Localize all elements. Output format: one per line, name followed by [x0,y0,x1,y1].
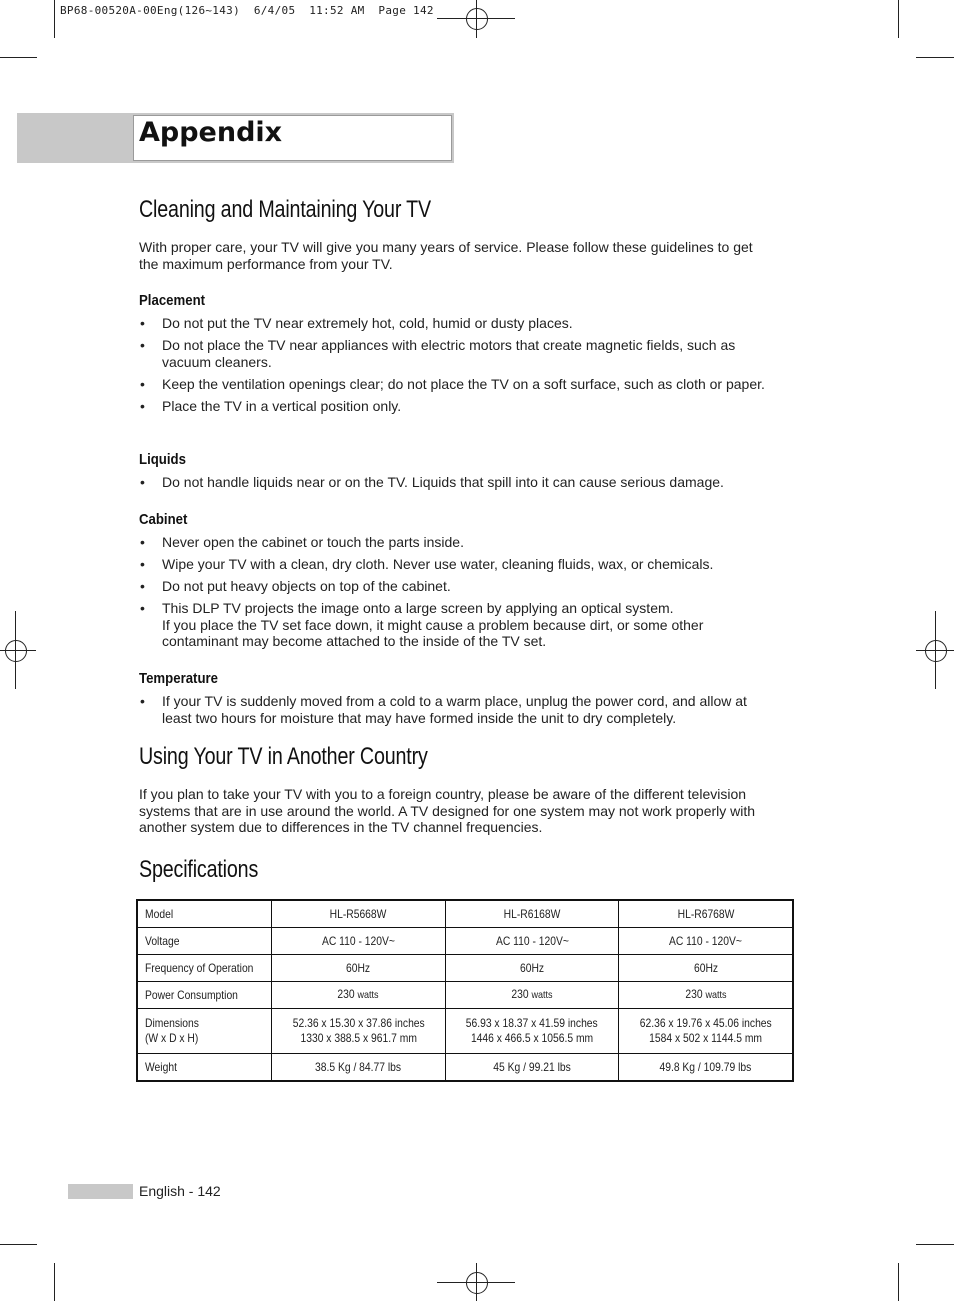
row-label: Voltage [137,928,272,955]
list-item: • Place the TV in a vertical position only. [140,397,402,414]
table-row [137,900,793,928]
crop-mark [898,1263,899,1301]
section-heading-cleaning: Cleaning and Maintaining Your TV [139,196,431,223]
table-cell: 230 watts [272,982,446,1009]
table-cell: 49.8 Kg / 109.79 lbs [619,1054,793,1082]
list-item: • Do not place the TV near appliances with electric motors that create magnetic fields, such as vacuum cleaners. [140,337,736,370]
table-cell: 60Hz [619,955,793,982]
footer-bar [68,1184,133,1199]
page-number: English - 142 [139,1183,221,1199]
row-label: Frequency of Operation [137,955,272,982]
subheading-liquids: Liquids [139,451,186,468]
table-row [137,1054,793,1082]
section-heading-another-country: Using Your TV in Another Country [139,743,428,770]
placement-list [139,315,779,420]
crop-mark [916,1244,954,1245]
row-label: Weight [137,1054,272,1082]
table-cell: 56.93 x 18.37 x 41.59 inches 1446 x 466.5 x 1056.5 mm [445,1009,619,1054]
table-cell: 60Hz [272,955,446,982]
table-cell: AC 110 - 120V~ [445,928,619,955]
list-item: • Do not put heavy objects on top of the cabinet. [140,578,451,594]
row-label: Power Consumption [137,982,272,1009]
crop-mark [0,1244,37,1245]
crop-mark [916,57,954,58]
table-cell: AC 110 - 120V~ [272,928,446,955]
another-country-text: If you plan to take your TV with you to a foreign country, please be aware of the different television systems that are in use around the world. A TV designed for one system may not work properly with another system due to differences in the TV channel frequencies. [139,786,756,835]
crop-mark [898,0,899,38]
table-cell: 38.5 Kg / 84.77 lbs [272,1054,446,1082]
liquids-list [139,474,779,496]
registration-mark-right [916,611,954,689]
section-heading-specifications: Specifications [139,856,259,883]
registration-mark-top [437,0,515,38]
list-item: • Keep the ventilation openings clear; do not place the TV on a soft surface, such as cloth or paper. [140,375,765,392]
list-item: • Wipe your TV with a clean, dry cloth. Never use water, cleaning fluids, wax, or chemicals. [140,556,714,572]
print-slug: BP68-00520A-00Eng(126~143) 6/4/05 11:52 AM Page 142 [60,4,434,17]
table-row [137,955,793,982]
registration-mark-left [0,611,36,689]
temperature-list [139,693,779,732]
subheading-placement: Placement [139,292,206,309]
crop-mark [0,57,37,58]
cleaning-intro: With proper care, your TV will give you many years of service. Please follow these guidelines to get the maximum performance from your TV. [139,239,753,272]
table-cell: 230 watts [619,982,793,1009]
page-title: Appendix [139,117,283,148]
table-row [137,928,793,955]
specifications-table [136,899,794,1082]
crop-mark [54,1263,55,1301]
subheading-temperature: Temperature [139,670,218,687]
cabinet-list [139,534,779,655]
list-item: • Never open the cabinet or touch the parts inside. [140,534,464,550]
table-cell: HL-R5668W [272,900,446,928]
table-cell: 60Hz [445,955,619,982]
table-row [137,982,793,1009]
row-label: Model [137,900,272,928]
table-cell: HL-R6768W [619,900,793,928]
crop-mark [54,0,55,38]
list-item: • If your TV is suddenly moved from a cold to a warm place, unplug the power cord, and allow at least two hours for moisture that may have formed inside the unit to dry completely. [140,693,747,726]
list-item: • Do not put the TV near extremely hot, cold, humid or dusty places. [140,315,573,331]
row-label: Dimensions (W x D x H) [137,1009,272,1054]
table-cell: 52.36 x 15.30 x 37.86 inches 1330 x 388.5 x 961.7 mm [272,1009,446,1054]
subheading-cabinet: Cabinet [139,511,188,528]
table-cell: 45 Kg / 99.21 lbs [445,1054,619,1082]
registration-mark-bottom [437,1263,515,1301]
list-item: • This DLP TV projects the image onto a large screen by applying an optical system. If you place the TV set face down, it might cause a problem because dirt, or some other contaminant may become attached to the inside of the TV set. [140,600,704,649]
table-row [137,1009,793,1054]
table-cell: 230 watts [445,982,619,1009]
table-cell: 62.36 x 19.76 x 45.06 inches 1584 x 502 x 1144.5 mm [619,1009,793,1054]
table-cell: AC 110 - 120V~ [619,928,793,955]
list-item: • Do not handle liquids near or on the TV. Liquids that spill into it can cause serious damage. [140,474,724,490]
table-cell: HL-R6168W [445,900,619,928]
